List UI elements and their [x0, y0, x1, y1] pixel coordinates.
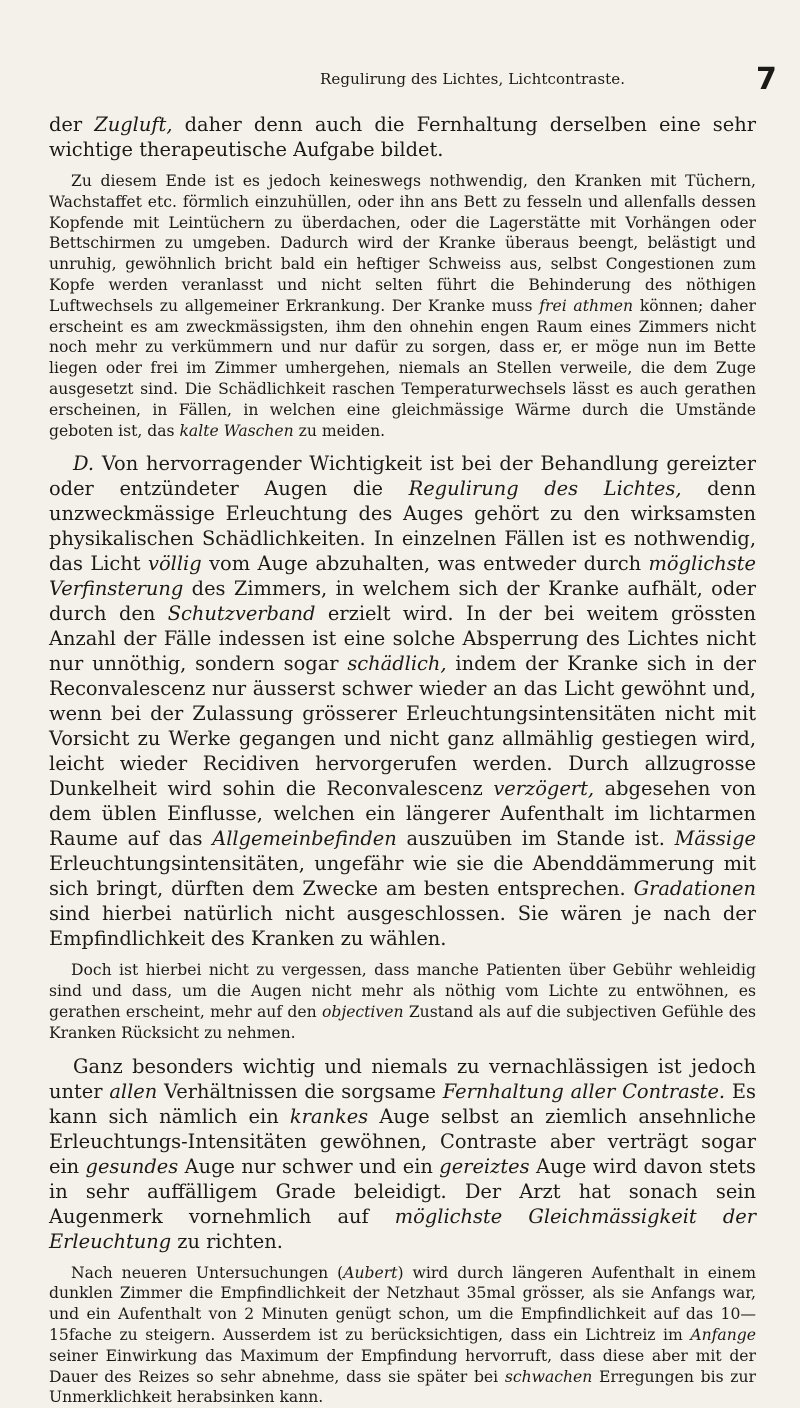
italic-run: Aubert — [343, 1263, 398, 1282]
italic-run: schwachen — [504, 1367, 593, 1386]
text-run: Zu diesem Ende ist es jedoch keineswegs nothwendig, den Kranken mit Tüchern, Wachstaffet etc. förmlich einzuhüllen, oder ihn ans Bett zu fesseln und allenfalls dessen Kopfende mit Leintüchern zu überdachen, oder die Lagerstätte mit Vorhängen oder Bettschirmen zu umgeben. Dadurch wird der Kranke überaus beengt, belästigt und unruhig, gewöhnlich bricht bald ein heftiger Schweiss aus, selbst Congestionen zum Kopfe werden veranlasst und nicht selten führt die Behinderung des nöthigen Luftwechsels zu allgemeiner Erkrankung. Der Kranke muss — [49, 172, 756, 315]
italic-run: Schutzverband — [167, 602, 316, 626]
paragraph-note-aubert — [49, 1263, 756, 1408]
running-head — [0, 62, 800, 102]
page-body — [49, 112, 756, 1408]
italic-run: gereiztes — [439, 1154, 530, 1178]
italic-run: Fernhaltung aller Contraste. — [442, 1079, 726, 1103]
text-run: auszuüben im Stande ist. — [396, 827, 675, 851]
text-run: Nach neueren Untersuchungen ( — [71, 1263, 344, 1282]
text-run: seiner Einwirkung das Maximum der Empfindung hervorruft, dass diese aber mit der Dauer des Reizes so sehr abnehme, dass sie später bei — [49, 1346, 756, 1386]
text-run: Von hervorragender Wichtigkeit ist bei der Behandlung gereizter oder entzündeter Augen die — [49, 452, 756, 501]
italic-run: Anfange — [690, 1325, 756, 1344]
page-number: 7 — [756, 62, 777, 97]
italic-run: völlig — [148, 552, 202, 576]
italic-run: krankes — [289, 1104, 369, 1128]
text-run: abgesehen von dem üblen Einflusse, welchen ein längerer Aufenthalt im lichtarmen Raume auf das — [49, 777, 756, 851]
text-run: können; daher erscheint es am zweckmässigsten, ihm den ohnehin engen Raum eines Zimmers nicht noch mehr zu verkümmern und nur dafür zu sorgen, dass er, er möge nun im Bette liegen oder frei im Zimmer umhergehen, niemals an Stellen verweile, die dem Zuge ausgesetzt sind. Die Schädlichkeit raschen Temperaturwechsels lässt es auch gerathen erscheinen, in Fällen, in welchen eine gleichmässige Wärme durch die Umstände geboten ist, das — [49, 296, 756, 440]
paragraph-note-zugluft — [49, 171, 756, 441]
text-run: Ganz besonders wichtig und niemals zu vernachlässigen ist jedoch unter — [49, 1054, 756, 1103]
italic-run: Allgemeinbefinden — [212, 827, 397, 851]
text-run: vom Auge abzuhalten, was entweder durch — [201, 552, 649, 576]
italic-run: möglichste Gleichmässigkeit der Erleuchtung — [49, 1204, 756, 1253]
text-run: Doch ist hierbei nicht zu vergessen, dass manche Patienten über Gebühr wehleidig sind und dass, um die Augen nicht mehr als nöthig vom Lichte zu entwöhnen, es gerathen erscheint, mehr auf den — [49, 961, 756, 1021]
text-run: der — [49, 113, 95, 136]
text-run: Verhältnissen die sorgsame — [157, 1079, 443, 1103]
italic-run: Mässige — [674, 827, 756, 851]
text-run: Erleuchtungsintensitäten, ungefähr wie sie die Abenddämmerung mit sich bringt, dürften dem Zwecke am besten entsprechen. — [49, 852, 756, 901]
text-run: ) wird durch längeren Aufenthalt in einem dunklen Zimmer die Empfindlichkeit der Netzhaut 35mal grösser, als sie Anfangs war, und ein Aufenthalt von 2 Minuten genügt schon, um die Empfindlichkeit auf das 10—15fache zu steigern. Ausserdem ist zu berücksichtigen, dass ein Lichtreiz im — [49, 1263, 756, 1344]
italic-run: gesundes — [85, 1154, 179, 1178]
italic-run: verzögert, — [493, 777, 595, 801]
italic-run: objectiven — [322, 1002, 404, 1021]
text-run: Es kann sich nämlich ein — [49, 1079, 756, 1128]
text-run: daher denn auch die Fernhaltung derselben eine sehr wichtige therapeutische Aufgabe bildet. — [49, 113, 756, 161]
text-run: Auge selbst an ziemlich ansehnliche Erleuchtungs-Intensitäten gewöhnen, Contraste aber verträgt sogar ein — [49, 1104, 756, 1178]
italic-run: schädlich, — [347, 652, 447, 676]
text-run: zu richten. — [171, 1229, 283, 1253]
italic-run: allen — [109, 1079, 158, 1103]
text-run: denn unzweckmässige Erleuchtung des Auges gehört zu den wirksamsten physikalischen Schädlichkeiten. In einzelnen Fällen ist es nothwendig, das Licht — [49, 477, 756, 576]
running-head-title: Regulirung des Lichtes, Lichtcontraste. — [320, 70, 626, 88]
paragraph-section-d — [49, 451, 756, 951]
paragraph-note-patients — [49, 960, 756, 1043]
text-run: indem der Kranke sich in der Reconvalescenz nur äusserst schwer wieder an das Licht gewöhnt und, wenn bei der Zulassung grösserer Erleuchtungsintensitäten nicht mit Vorsicht zu Werke gegangen und nicht ganz allmählig gestiegen wird, leicht wieder Recidiven hervorgerufen werden. Durch allzugrosse Dunkelheit wird sohin die Reconvalescenz — [49, 652, 756, 801]
text-run: Erregungen bis zur Unmerklichkeit herabsinken kann. — [49, 1367, 756, 1407]
text-run: Zustand als auf die subjectiven Gefühle des Kranken Rücksicht zu nehmen. — [49, 1002, 756, 1042]
italic-run: frei athmen — [539, 296, 634, 315]
text-run: zu meiden. — [293, 421, 386, 440]
text-run: Auge nur schwer und ein — [178, 1154, 440, 1178]
italic-run: Regulirung des Lichtes, — [408, 477, 682, 501]
paragraph-zugluft — [49, 112, 756, 162]
italic-run: D. — [73, 452, 95, 476]
text-run: erzielt wird. In der bei weitem grössten Anzahl der Fälle indessen ist eine solche Absperrung des Lichtes nicht nur unnöthig, sondern sogar — [49, 602, 756, 676]
italic-run: Zugluft, — [94, 113, 173, 136]
text-run: Auge wird davon stets in sehr auffälligem Grade beleidigt. Der Arzt hat sonach sein Augenmerk vornehmlich auf — [49, 1154, 756, 1228]
italic-run: Gradationen — [633, 877, 756, 901]
text-run: des Zimmers, in welchem sich der Kranke aufhält, oder durch den — [49, 577, 756, 626]
italic-run: möglichste Verfinsterung — [49, 552, 756, 601]
text-run: sind hierbei natürlich nicht ausgeschlossen. Sie wären je nach der Empfindlichkeit des Kranken zu wählen. — [49, 902, 756, 951]
italic-run: kalte Waschen — [179, 421, 294, 440]
paragraph-contraste — [49, 1054, 756, 1254]
